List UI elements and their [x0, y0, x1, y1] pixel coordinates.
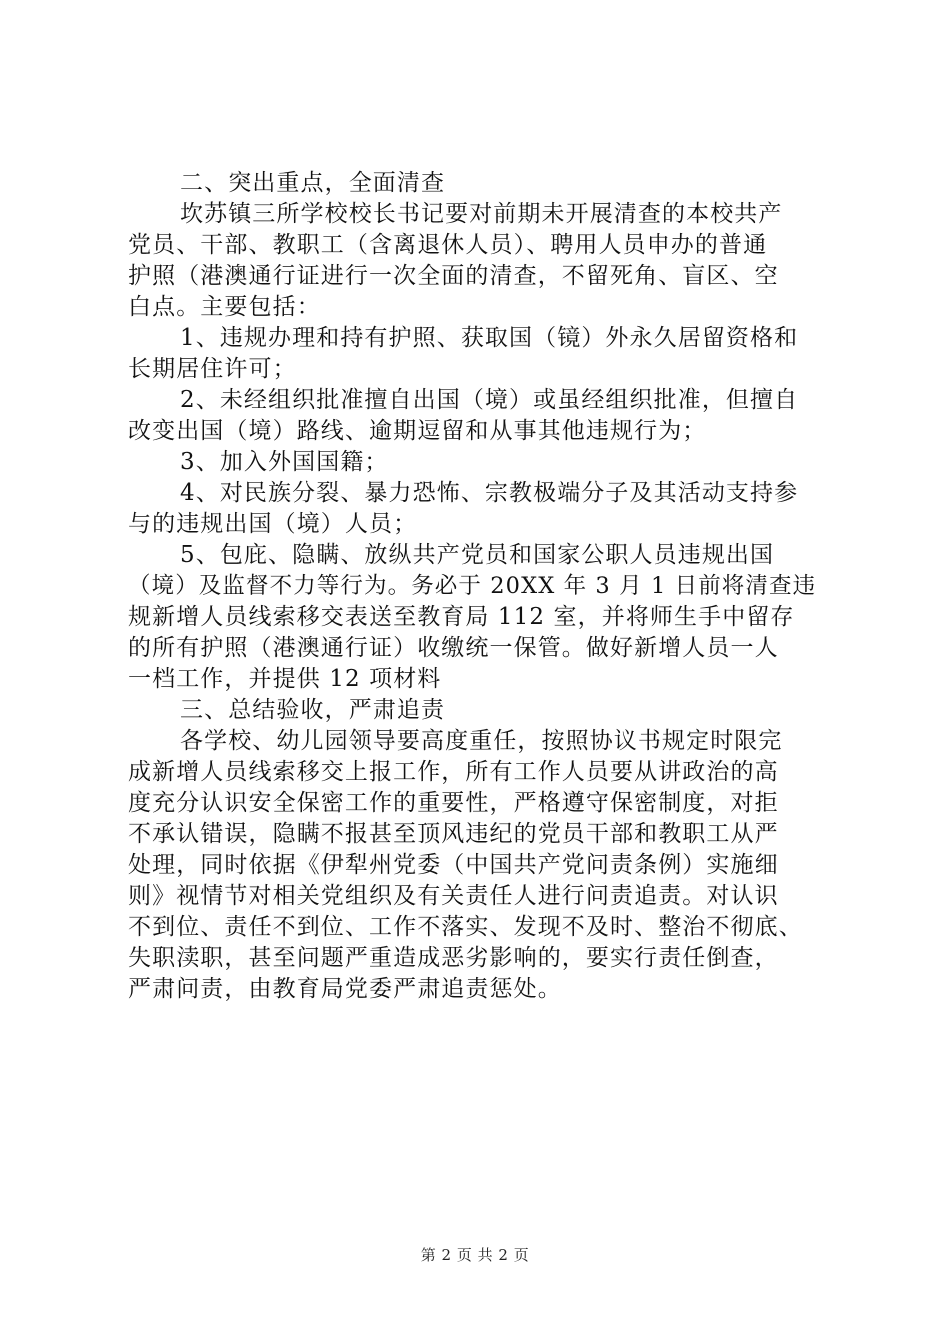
text-line: 党员、干部、教职工（含离退休人员）、聘用人员申办的普通 [128, 232, 768, 258]
text-line: 2、未经组织批准擅自出国（境）或虽经组织批准，但擅自 [180, 387, 799, 413]
text-line: 处理，同时依据《伊犁州党委（中国共产党问责条例）实施细 [128, 852, 779, 878]
document-body [128, 168, 828, 1005]
text-line: 的所有护照（港澳通行证）收缴统一保管。做好新增人员一人 [128, 635, 779, 661]
text-line: 严肃问责，由教育局党委严肃追责惩处。 [128, 976, 562, 1002]
text-line: 成新增人员线索移交上报工作，所有工作人员要从讲政治的高 [128, 759, 779, 785]
text-line: 与的违规出国（境）人员； [128, 511, 418, 537]
text-line: 3、加入外国国籍； [180, 449, 389, 475]
text-line: 二、突出重点，全面清查 [180, 170, 446, 196]
text-line: 护照（港澳通行证进行一次全面的清查，不留死角、盲区、空 [128, 263, 779, 289]
text-line: 各学校、幼儿园领导要高度重任，按照协议书规定时限完 [180, 728, 783, 754]
text-line: 不承认错误，隐瞒不报甚至顶风违纪的党员干部和教职工从严 [128, 821, 779, 847]
text-line: 1、违规办理和持有护照、获取国（镜）外永久居留资格和 [180, 325, 799, 351]
text-line: 三、总结验收，严肃追责 [180, 697, 446, 723]
text-line: 白点。主要包括： [128, 294, 321, 320]
text-line: 5、包庇、隐瞒、放纵共产党员和国家公职人员违规出国 [180, 542, 775, 568]
page-footer: 第 2 页 共 2 页 [420, 1246, 530, 1264]
text-line: 改变出国（境）路线、逾期逗留和从事其他违规行为； [128, 418, 707, 444]
text-line: 不到位、责任不到位、工作不落实、发现不及时、整治不彻底、 [128, 914, 803, 940]
text-line: 长期居住许可； [128, 356, 297, 382]
text-line: 规新增人员线索移交表送至教育局 112 室，并将师生手中留存 [128, 604, 795, 630]
text-line: 4、对民族分裂、暴力恐怖、宗教极端分子及其活动支持参 [180, 480, 799, 506]
text-line: 一档工作，并提供 12 项材料 [128, 666, 442, 692]
text-line: 度充分认识安全保密工作的重要性，严格遵守保密制度，对拒 [128, 790, 779, 816]
text-line: 失职渎职，甚至问题严重造成恶劣影响的，要实行责任倒查， [128, 945, 779, 971]
text-line: 则》视情节对相关党组织及有关责任人进行问责追责。对认识 [128, 883, 779, 909]
text-line: （境）及监督不力等行为。务必于 20XX 年 3 月 1 日前将清查违 [128, 573, 817, 599]
text-line: 坎苏镇三所学校校长书记要对前期未开展清查的本校共产 [180, 201, 783, 227]
